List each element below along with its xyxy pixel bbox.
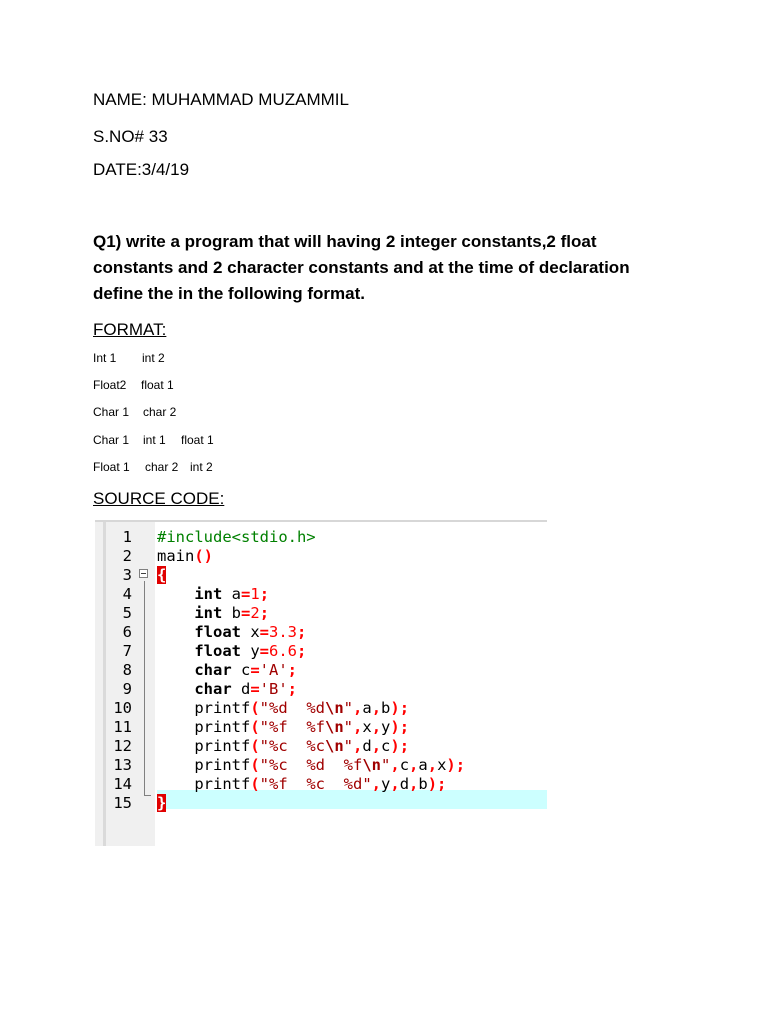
code-text — [157, 775, 446, 794]
code-token: char — [194, 680, 232, 698]
code-token: c — [231, 661, 251, 679]
code-token: #include<stdio.h> — [157, 528, 316, 546]
format-row — [93, 460, 213, 474]
line-number: 14 — [113, 775, 132, 793]
code-token: ; — [297, 623, 307, 641]
editor-top-border — [95, 520, 547, 522]
code-token: 3.3 — [269, 623, 298, 641]
code-token: 'B' — [259, 680, 288, 698]
code-token: ); — [427, 775, 447, 793]
code-token: \n — [325, 718, 344, 736]
code-token: float — [194, 642, 241, 660]
code-token: x — [437, 756, 447, 774]
code-token: () — [194, 547, 213, 565]
code-token: 6.6 — [269, 642, 298, 660]
code-token: ( — [250, 775, 260, 793]
format-cell: Float2 — [93, 378, 127, 392]
code-token: b — [222, 604, 241, 622]
code-token: 2 — [250, 604, 260, 622]
code-token — [157, 661, 194, 679]
format-cell: char 2 — [143, 405, 177, 419]
code-token: } — [157, 794, 167, 812]
format-cell: Char 1 — [93, 433, 130, 447]
format-cell: int 1 — [143, 433, 166, 447]
code-token: { — [157, 566, 167, 584]
code-token: d — [399, 775, 410, 793]
code-token: , — [390, 775, 400, 793]
question-line-2: constants and 2 character constants and at the time of declaration — [93, 258, 630, 277]
code-token: \n — [325, 737, 344, 755]
serial-number-line: S.NO# 33 — [93, 127, 168, 146]
code-token: , — [390, 756, 400, 774]
code-token: "%d %d — [259, 699, 325, 717]
code-text — [157, 756, 465, 775]
fold-guide-line — [144, 581, 145, 795]
code-token: c — [399, 756, 410, 774]
format-cell: char 2 — [145, 460, 179, 474]
code-token — [157, 585, 194, 603]
code-token: ( — [250, 699, 260, 717]
format-cell: float 1 — [181, 433, 214, 447]
code-token: x — [362, 718, 372, 736]
format-cell: Float 1 — [93, 460, 130, 474]
code-token: ( — [250, 718, 260, 736]
code-text — [157, 737, 409, 756]
code-text — [157, 604, 269, 623]
code-token: printf — [157, 699, 251, 717]
code-token: float — [194, 623, 241, 641]
code-token: ; — [259, 585, 270, 603]
line-number: 15 — [113, 794, 132, 812]
code-token: , — [371, 775, 381, 793]
code-token: = — [241, 604, 251, 622]
code-token: ; — [297, 642, 307, 660]
line-number: 9 — [122, 680, 132, 698]
question-line-3: define the in the following format. — [93, 284, 365, 303]
code-text — [157, 718, 409, 737]
line-number: 13 — [113, 756, 132, 774]
code-token: ); — [390, 699, 410, 717]
code-text — [157, 528, 316, 547]
code-token: , — [371, 737, 382, 755]
code-token: , — [353, 737, 363, 755]
format-cell: float 1 — [141, 378, 174, 392]
code-text — [157, 566, 166, 585]
code-token: a — [418, 756, 428, 774]
code-token: " — [343, 699, 354, 717]
code-token: y — [381, 718, 391, 736]
line-number: 7 — [122, 642, 132, 660]
code-text — [157, 623, 306, 642]
format-row — [93, 433, 214, 447]
code-token: = — [241, 585, 251, 603]
code-token: char — [194, 661, 232, 679]
code-text — [157, 585, 269, 604]
fold-end-marker — [144, 795, 151, 796]
code-token: x — [241, 623, 260, 641]
code-token: a — [362, 699, 372, 717]
code-token: ( — [250, 737, 260, 755]
code-token: 1 — [250, 585, 260, 603]
code-token: ( — [250, 756, 260, 774]
code-token: b — [381, 699, 391, 717]
format-cell: Char 1 — [93, 405, 130, 419]
code-text — [157, 547, 213, 566]
code-token: d — [362, 737, 372, 755]
code-token: ; — [287, 680, 298, 698]
format-row — [93, 405, 176, 419]
code-text — [157, 680, 297, 699]
code-token: a — [222, 585, 241, 603]
code-token: int — [194, 604, 223, 622]
code-token — [157, 642, 194, 660]
code-token: ); — [390, 737, 410, 755]
code-token: c — [381, 737, 391, 755]
line-number: 8 — [122, 661, 132, 679]
code-token: printf — [157, 775, 251, 793]
code-token: ; — [259, 604, 270, 622]
code-token: , — [353, 718, 363, 736]
code-token — [157, 604, 194, 622]
code-token: d — [231, 680, 251, 698]
code-token: " — [343, 737, 354, 755]
code-token: , — [371, 718, 382, 736]
code-token: = — [259, 623, 270, 641]
code-token: 'A' — [259, 661, 288, 679]
code-editor-screenshot — [95, 520, 547, 846]
name-line: NAME: MUHAMMAD MUZAMMIL — [93, 90, 349, 109]
format-row — [93, 351, 165, 365]
code-token: "%f %c %d" — [259, 775, 372, 793]
code-token — [157, 680, 194, 698]
code-token: \n — [325, 699, 344, 717]
code-token: printf — [157, 756, 251, 774]
line-number: 5 — [122, 604, 132, 622]
code-text — [157, 642, 306, 661]
code-token: y — [381, 775, 391, 793]
code-token: ; — [287, 661, 298, 679]
line-number: 1 — [122, 528, 132, 546]
line-number: 2 — [122, 547, 132, 565]
code-text — [157, 794, 166, 813]
code-token: " — [381, 756, 391, 774]
code-token: printf — [157, 737, 251, 755]
code-token: "%c %c — [259, 737, 325, 755]
code-token: = — [250, 680, 260, 698]
code-token: ); — [390, 718, 410, 736]
format-cell: Int 1 — [93, 351, 117, 365]
code-token: = — [250, 661, 260, 679]
line-number: 3 — [122, 566, 132, 584]
line-number: 11 — [113, 718, 132, 736]
code-token: main — [157, 547, 195, 565]
code-token — [157, 623, 194, 641]
code-token: , — [353, 699, 363, 717]
code-token: , — [427, 756, 438, 774]
code-token: , — [371, 699, 382, 717]
code-token: "%c %d %f — [259, 756, 363, 774]
code-token: \n — [362, 756, 381, 774]
line-number: 6 — [122, 623, 132, 641]
line-number: 4 — [122, 585, 132, 603]
question-line-1: Q1) write a program that will having 2 integer constants,2 float — [93, 232, 597, 251]
code-token: " — [343, 718, 354, 736]
code-token: , — [409, 756, 419, 774]
fold-collapse-icon — [139, 569, 148, 578]
code-token: ); — [446, 756, 466, 774]
code-token: int — [194, 585, 223, 603]
code-token: printf — [157, 718, 251, 736]
line-number: 10 — [113, 699, 132, 717]
code-token: , — [409, 775, 419, 793]
date-line: DATE:3/4/19 — [93, 160, 190, 179]
line-number: 12 — [113, 737, 132, 755]
format-heading: FORMAT: — [93, 320, 167, 339]
code-token: b — [418, 775, 428, 793]
code-text — [157, 661, 297, 680]
format-cell: int 2 — [190, 460, 213, 474]
code-token: = — [259, 642, 270, 660]
format-cell: int 2 — [142, 351, 165, 365]
format-row — [93, 378, 174, 392]
code-token: y — [241, 642, 260, 660]
code-text — [157, 699, 409, 718]
source-code-heading: SOURCE CODE: — [93, 489, 225, 508]
code-token: "%f %f — [259, 718, 325, 736]
